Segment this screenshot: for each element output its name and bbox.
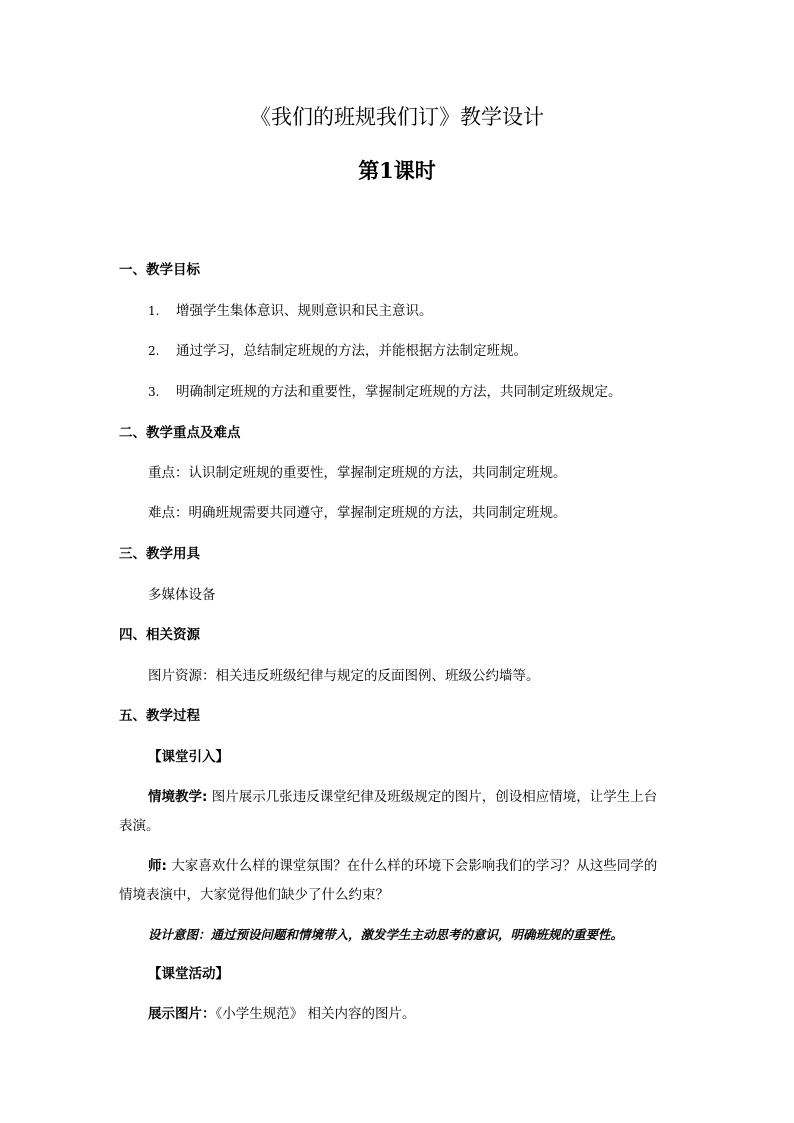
goal-number-1: 1. xyxy=(148,304,160,318)
goal-number-3: 3. xyxy=(148,385,160,399)
show-images-paragraph xyxy=(148,1004,416,1024)
section-heading-process: 五、教学过程 xyxy=(119,708,200,724)
goal-number-2: 2. xyxy=(148,344,160,358)
document-subtitle: 第1课时 xyxy=(358,158,436,183)
design-intent: 设计意图：通过预设问题和情境带入，激发学生主动思考的意识，明确班规的重要性。 xyxy=(148,927,624,942)
goal-item-3: 明确制定班规的方法和重要性，掌握制定班规的方法，共同制定班级规定。 xyxy=(176,384,622,400)
goal-item-1: 增强学生集体意识、规则意识和民主意识。 xyxy=(176,303,433,319)
teacher-paragraph xyxy=(148,856,657,876)
document-title: 《我们的班规我们订》教学设计 xyxy=(250,105,544,129)
class-activity-label: 【课堂活动】 xyxy=(148,966,229,982)
situation-continuation: 表演。 xyxy=(119,818,160,834)
situation-paragraph xyxy=(148,787,657,807)
section-heading-tools: 三、教学用具 xyxy=(119,546,200,562)
show-images-label: 展示图片： xyxy=(148,1006,216,1022)
class-intro-label: 【课堂引入】 xyxy=(148,749,229,765)
teacher-text: 大家喜欢什么样的课堂氛围？在什么样的环境下会影响我们的学习？从这些同学的 xyxy=(166,858,658,874)
teacher-continuation: 情境表演中，大家觉得他们缺少了什么约束？ xyxy=(119,887,389,903)
show-images-text: 《小学生规范》 相关内容的图片。 xyxy=(215,1006,416,1022)
resources-text: 图片资源：相关违反班级纪律与规定的反面图例、班级公约墙等。 xyxy=(148,668,540,684)
teacher-label: 师: xyxy=(148,858,167,874)
situation-label: 情境教学: xyxy=(148,789,208,805)
goal-item-2: 通过学习，总结制定班规的方法，并能根据方法制定班规。 xyxy=(176,343,527,359)
section-heading-goals: 一、教学目标 xyxy=(119,262,200,278)
section-heading-key-points: 二、教学重点及难点 xyxy=(119,425,241,441)
difficult-point-text: 难点：明确班规需要共同遵守，掌握制定班规的方法，共同制定班规。 xyxy=(148,505,567,521)
tools-text: 多媒体设备 xyxy=(148,587,216,603)
key-point-text: 重点：认识制定班规的重要性，掌握制定班规的方法，共同制定班规。 xyxy=(148,465,567,481)
situation-text: 图片展示几张违反课堂纪律及班级规定的图片，创设相应情境，让学生上台 xyxy=(207,789,658,805)
section-heading-resources: 四、相关资源 xyxy=(119,627,200,643)
